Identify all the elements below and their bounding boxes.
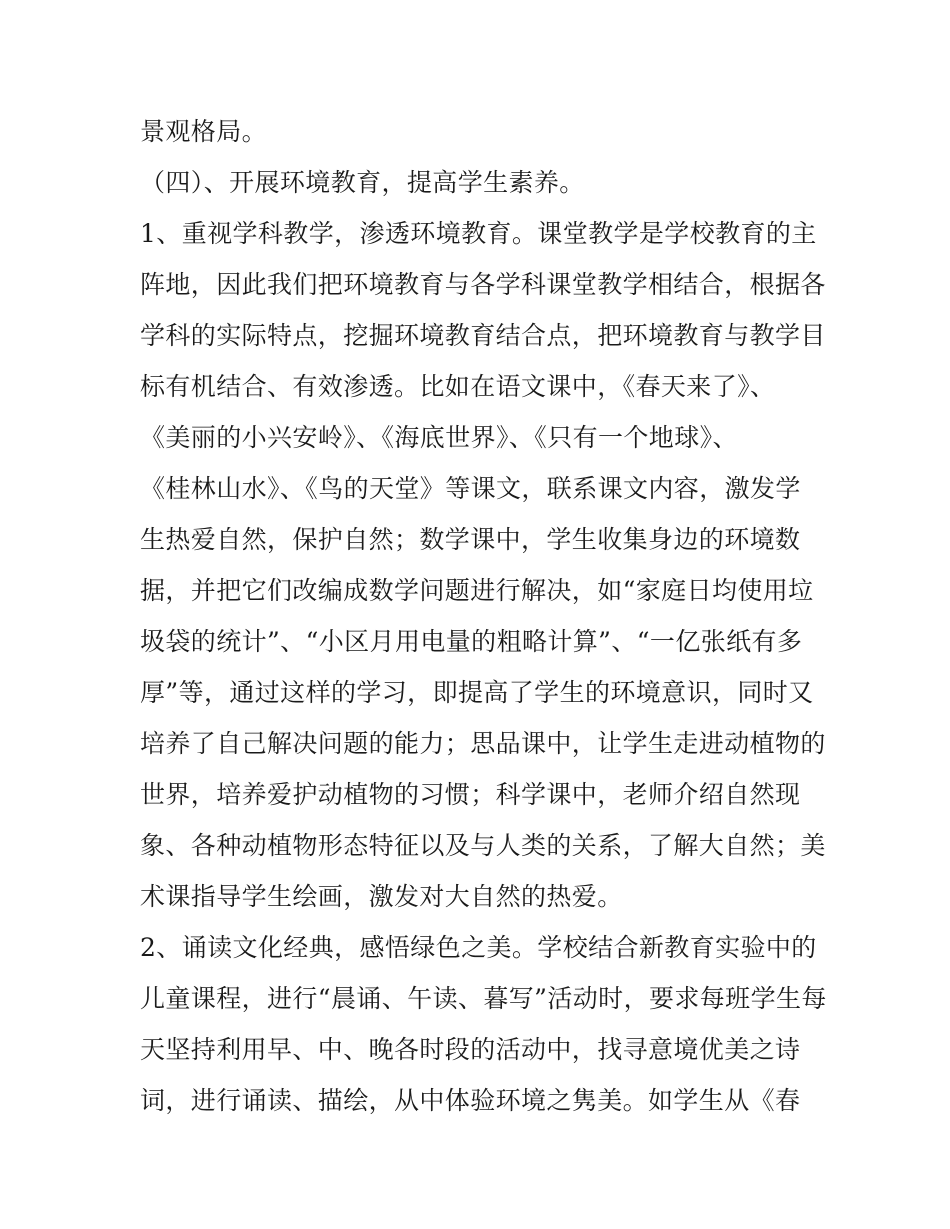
text-line: 天坚持利用早、中、晚各时段的活动中，找寻意境优美之诗 bbox=[140, 1035, 801, 1064]
text-line: 1、重视学科教学，渗透环境教育。课堂教学是学校教育的主 bbox=[140, 219, 817, 248]
text-line: 圾袋的统计”、“小区月用电量的粗略计算”、“一亿张纸有多 bbox=[140, 627, 803, 656]
text-line: 阵地，因此我们把环境教育与各学科课堂教学相结合，根据各 bbox=[140, 270, 826, 299]
section-heading: （四）、开展环境教育，提高学生素养。 bbox=[140, 168, 585, 197]
text-line: 儿童课程，进行“晨诵、午读、暮写”活动时，要求每班学生每 bbox=[140, 984, 827, 1013]
text-line: 《桂林山水》、《鸟的天堂》等课文，联系课文内容，激发学 bbox=[140, 474, 801, 503]
text-line: 象、各种动植物形态特征以及与人类的关系，了解大自然；美 bbox=[140, 831, 826, 860]
text-line: 世界，培养爱护动植物的习惯；科学课中，老师介绍自然现 bbox=[140, 780, 801, 809]
text-line: 学科的实际特点，挖掘环境教育结合点，把环境教育与教学目 bbox=[140, 321, 826, 350]
text-line: 2、诵读文化经典，感悟绿色之美。学校结合新教育实验中的 bbox=[140, 933, 817, 962]
text-line: 据，并把它们改编成数学问题进行解决，如“家庭日均使用垃 bbox=[140, 576, 814, 605]
text-line: 术课指导学生绘画，激发对大自然的热爱。 bbox=[140, 882, 623, 911]
text-line: 景观格局。 bbox=[140, 117, 268, 146]
text-line: 标有机结合、有效渗透。比如在语文课中，《春天来了》、 bbox=[140, 372, 776, 401]
text-line: 培养了自己解决问题的能力；思品课中，让学生走进动植物的 bbox=[140, 729, 826, 758]
text-line: 词，进行诵读、描绘，从中体验环境之隽美。如学生从《春 bbox=[140, 1086, 801, 1115]
text-line: 生热爱自然，保护自然；数学课中，学生收集身边的环境数 bbox=[140, 525, 801, 554]
text-line: 《美丽的小兴安岭》、《海底世界》、《只有一个地球》、 bbox=[140, 423, 738, 452]
text-line: 厚”等，通过这样的学习，即提高了学生的环境意识，同时又 bbox=[140, 678, 814, 707]
body-text bbox=[140, 106, 827, 1126]
